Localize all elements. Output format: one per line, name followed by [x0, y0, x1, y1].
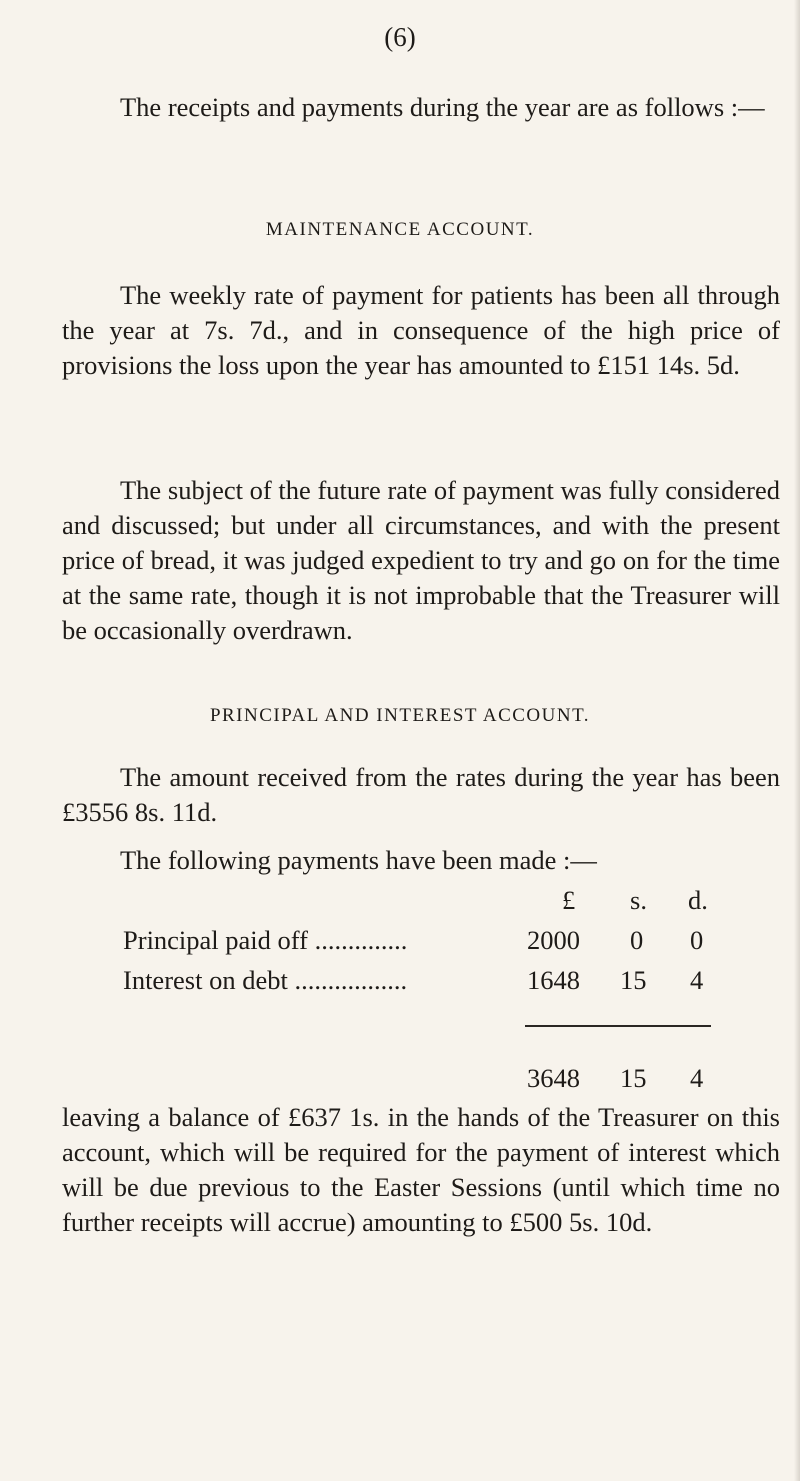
page-edge-shadow	[794, 0, 800, 1481]
row-pounds-principal: 2000	[527, 925, 580, 955]
total-pounds: 3648	[527, 1063, 580, 1093]
maintenance-paragraph-2: The subject of the future rate of payment was fully considered and discussed; but under all circumstances, and with the present price of bread, it was judged expedient to try and go on for the time at the same rate, though it is not improbable that the Treasurer will be occasionally overdrawn.	[62, 475, 780, 645]
row-pence-interest: 4	[690, 965, 704, 995]
row-shillings-interest: 15	[620, 965, 647, 995]
row-label-principal: Principal paid off ..............	[123, 925, 408, 955]
principal-paragraph: The amount received from the rates during the year has been £3556 8s. 11d.	[62, 762, 780, 827]
column-header-pounds: £	[562, 885, 576, 915]
total-pence: 4	[690, 1063, 704, 1093]
row-label-interest: Interest on debt .................	[123, 965, 408, 995]
total-shillings: 15	[620, 1063, 647, 1093]
closing-paragraph: leaving a balance of £637 1s. in the hands of the Treasurer on this account, which will be required for the payment of interest which will be due previous to the Easter Sessions (until which time no further receipts will accrue) amounting to £500 5s. 10d.	[62, 1102, 780, 1237]
maintenance-heading: MAINTENANCE ACCOUNT.	[265, 219, 535, 240]
principal-heading: PRINCIPAL AND INTEREST ACCOUNT.	[209, 705, 591, 726]
total-rule	[525, 1025, 711, 1027]
row-pence-principal: 0	[690, 925, 704, 955]
page-number: (6)	[384, 22, 416, 52]
column-header-pence: d.	[688, 885, 708, 915]
intro-paragraph: The receipts and payments during the year are as follows :—	[120, 92, 765, 122]
maintenance-paragraph-1: The weekly rate of payment for patients has been all through the year at 7s. 7d., and in consequence of the high price of provisions the loss upon the year has amounted to £151 14s. 5d.	[62, 280, 780, 380]
row-pounds-interest: 1648	[527, 965, 580, 995]
column-header-shillings: s.	[630, 885, 647, 915]
payments-intro: The following payments have been made :—	[120, 845, 597, 875]
row-shillings-principal: 0	[630, 925, 644, 955]
